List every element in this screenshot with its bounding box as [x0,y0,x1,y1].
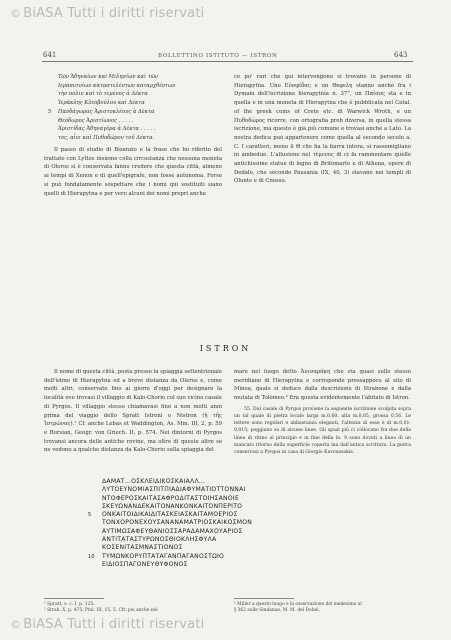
inscription-line [88,503,368,511]
line-number: 5 [88,512,92,519]
line-text: Τῶν Ἀθηναίων καὶ Μιλησίων καὶ τῶν [58,74,158,80]
copyright-mark: © [10,618,22,631]
footnotes-left [44,602,224,614]
verse-line [48,125,226,134]
inscription-line [88,519,368,527]
paragraph: mare nel luogo detto Ἀνισαράκη che sta quasi sullo stesso meridiano di Hierapytna e corrisponde pressappoco al sito di Minoa, quale si deduce dalla descrizione di Strabone e dalla mutata di Tolomeo.² Era questa evidentemente l'abitato di Istron. [234,369,411,402]
inscription-line [88,536,368,544]
right-column-section [234,368,411,456]
footnote-rule-right [234,598,294,599]
verse-line [48,99,226,108]
watermark-text: BiASA Tutti i diritti riservati [23,617,205,632]
verse-line [48,90,226,99]
inscription-line [88,486,368,494]
paragraph: Il passo di studio di Bizanzio e la frase che ho riferito del trattato con Lyttos insieme colla circostanza che nessuna moneta di Oleros si è conservata fanno credere che questa città, almeno ai tempi di Xenon e di quell'epigrafe, non fosse autonoma. Forse si può fondatamente sospettare che i nomi qui sostituiti siano quelli di Hierapytna e per vero alcuni dei nomi propri anche [44,147,222,197]
page-number-right: 643 [394,51,408,59]
inscription-line [88,511,368,519]
line-text: Ἀριστίδας Ἀθηναγόρα ἀ Δέκτα . . . . . [58,126,156,133]
line-text: τος, αἶνι καὶ Πυθοδώρου τοῦ Δέκτα. [58,134,155,141]
inscription-line [88,495,368,503]
verse-line [48,82,226,91]
line-text: Πανδάγωρας Ἀριστοκλέους ἀ Δέκτα [58,108,155,115]
line-text: Ιεραπυτνίων καταστελέντων καταρχθέντων [58,82,176,89]
page-number-left: 641 [43,51,57,59]
watermark-text: BiASA Tutti i diritti riservati [23,6,205,21]
line-text: Ἱεράκλης Κλεοβούλου καὶ Δέκτα [58,100,145,107]
verse-line [48,117,226,126]
watermark-top [10,6,204,21]
paragraph: ce po' rari che qui intervengono si trovano in persone di Hierapytna. Uno Εὐσφίδας e un Θεφελη stanno anche fra i Dymani dell'iscrizione hierapytnia n. 37°, un Παίσος sta e in quella e in una moneta di Hierapytna che è pubblicata nel Catal. of the greek coins of Crete etc. di Warwick Wroth, e un Πυθοδώρος ricorre, con ortografia prob diversa, in quella stessa iscrizione, ma questo è già più comune e trovasi anche a Lato. La nostra dedica può appartenere come quella al secondo secolo a. C. I caratteri, meno il Θ che ha la barra intera, si rassomigliano in ambedue. L'allusione nel τέμενος di ci fa rammentare quelle antichissime statue di legno di Britomarte e di Athena, opere di Dedalo, che secondo Pausania (IX, 40, 3) stavano nei templi di Olunte e di Cnosso. [234,74,411,185]
line-text: τὴν πολιν καὶ τὸ τεμένος ἀ Δέκτα [58,91,148,98]
paragraph: Il nome di questa città, posta presso la spiaggia settentrionale dell'istmo di Hierapytna ed a breve distanza da Oleros e, come molti altri, conservato fino ai giorni d'oggi per designare la località ove trovasi il villaggio di Kalo-Chorio col suo vicino casale di Pyrgos. Il villaggio stesso chiamavasi fino a non molti anni prima del viaggio dello Spratt Istroni o Nistron (ἡ τῆς Ἰστρώνας).¹ Cf. anche Lebas et Waddington, As. Min. III, 2, p. 59 e Bursian, Geogr. von Griech. II, p. 574. Nei dintorni di Pyrgos trovansi ancora delle antiche rovine, ma oltre di queste altre se ne vedono a qualche distanza da Kalo-Chorio sulla spiaggia del [44,369,222,454]
verse-line [48,73,226,82]
inscription-line [88,528,368,536]
inscription-line [88,544,368,552]
header-rule [42,61,413,62]
footnote: ² Strab. X, p. 475. Ptol. III, 15, 5. Cfr. poi anche nel [44,608,158,614]
footnote: ¹ Spratt, o. c. I, p. 125. [44,602,95,607]
left-column-top [44,146,222,198]
line-text: ΔΑΜΑΤ…ΟΣΚΛΕΙΔΙΚΟΣΚΑΙΑΛΛ… [102,478,206,485]
line-text: ΤΥΜΩΝΚΟΡΥΠΤΑΤΑΓΑΝΠΑΓΑΝΟΣΤΩΙΟ [102,552,225,560]
greek-verses [48,73,226,143]
watermark-bottom [10,617,204,632]
line-number: 10 [88,553,95,560]
line-text: ΛΥΤΟΕΥΝΟΜΙΑΣΠΙΤΠΙΑΔΙΑΦΥΜΑΤΙΟΤΤΟΝΝΑΙ [102,486,246,494]
line-text: ΑΝΤΙΤΑΤΑΣΤΥΡΩΝΟΣΘΙΟΚΛΗΣΦΥΛΑ [102,536,217,544]
footnote-rule-left [44,598,104,599]
footnote: ¹ Miller a questo luogo e la osservazione del medesimo al [234,602,362,607]
line-text: ΣΚΕΥΩΝΑΝΔΕΚΑΙΤΟΝΑΝΚΟΝΚΑΙΤΟΝΠΕΡΙΤΟ [102,502,243,510]
line-text: ΝΤΟΦΕΡΟΣΚΑΙΤΑΣΑΦΡΟΔΙΤΑΣΤΟΙΗΣΑΝΟΙΕ [102,494,240,502]
footnotes-right [234,602,414,614]
copyright-mark: © [10,7,22,20]
right-column-top [234,73,411,186]
footnote: § 362 sulle Sindanae, M. M. del Dobel. [234,608,320,614]
line-text: ΚΟΣΕΝΙΤΑΣΜΝΑΣΤΙΟΝΟΣ [102,544,183,552]
left-column-section [44,368,222,455]
inscription-transcription [88,478,368,569]
verse-line [48,134,226,143]
line-text: ΑΥΤΙΜΩΣΑΦΕΥΘΑΝΙΟΣΣΑΡΑΔΑΜΑΧΟΥΑΡΙΟΣ [102,527,243,535]
line-text: ΟΝΚΑΙΤΟΙΔΙΚΑΙΔΙΤΑΣΚΕΙΑΣΚΑΙΤΑΜΟΕΡΙΟΣ [102,511,238,519]
inscription-note: 55. Dal casale di Pyrgos proviene la seguente iscrizione scolpita sopra un tal quale di pietra locale larga m.0,60, alta m.0,85, grossa 0,56. Le lettere sono regolari e abbastanza eleganti, l'altezza di esse è di m.0,01-0,015; poggiano su di alcune linee. Gli spazi più ci collocano fra due della linea di ritmo al principio e in fine della ln. 9 sono dovuti a linea di un mancato ritorno della superficie coperta ma dall'antica scrittura. La pietra conservasi a Pyrgos in casa di Giorgio Kavoussakis. [234,406,411,456]
running-header: BOLLETTINO ISTITUTO — ISTRON [158,53,278,59]
verse-line [48,108,226,117]
inscription-line [88,478,368,486]
inscription-line [88,553,368,561]
line-text: ΤΟΝΧΟΡΟΝΕΧΟΥΣΑΝΑΝΑΜΑΤΡΙΟΣΚΑΙΚΟΣΜΟΝ [102,519,253,527]
line-text: Θεόδωρος Ἀριστίωνος . . . . . [58,117,134,124]
line-text: ΕΙΔΙΟΣΠΑΓΟΝΕΥΘΥΦΟΝΟΣ [102,560,188,568]
inscription-line [88,561,368,569]
section-title: ISTRON [199,344,252,353]
line-number: 5 [48,108,52,115]
